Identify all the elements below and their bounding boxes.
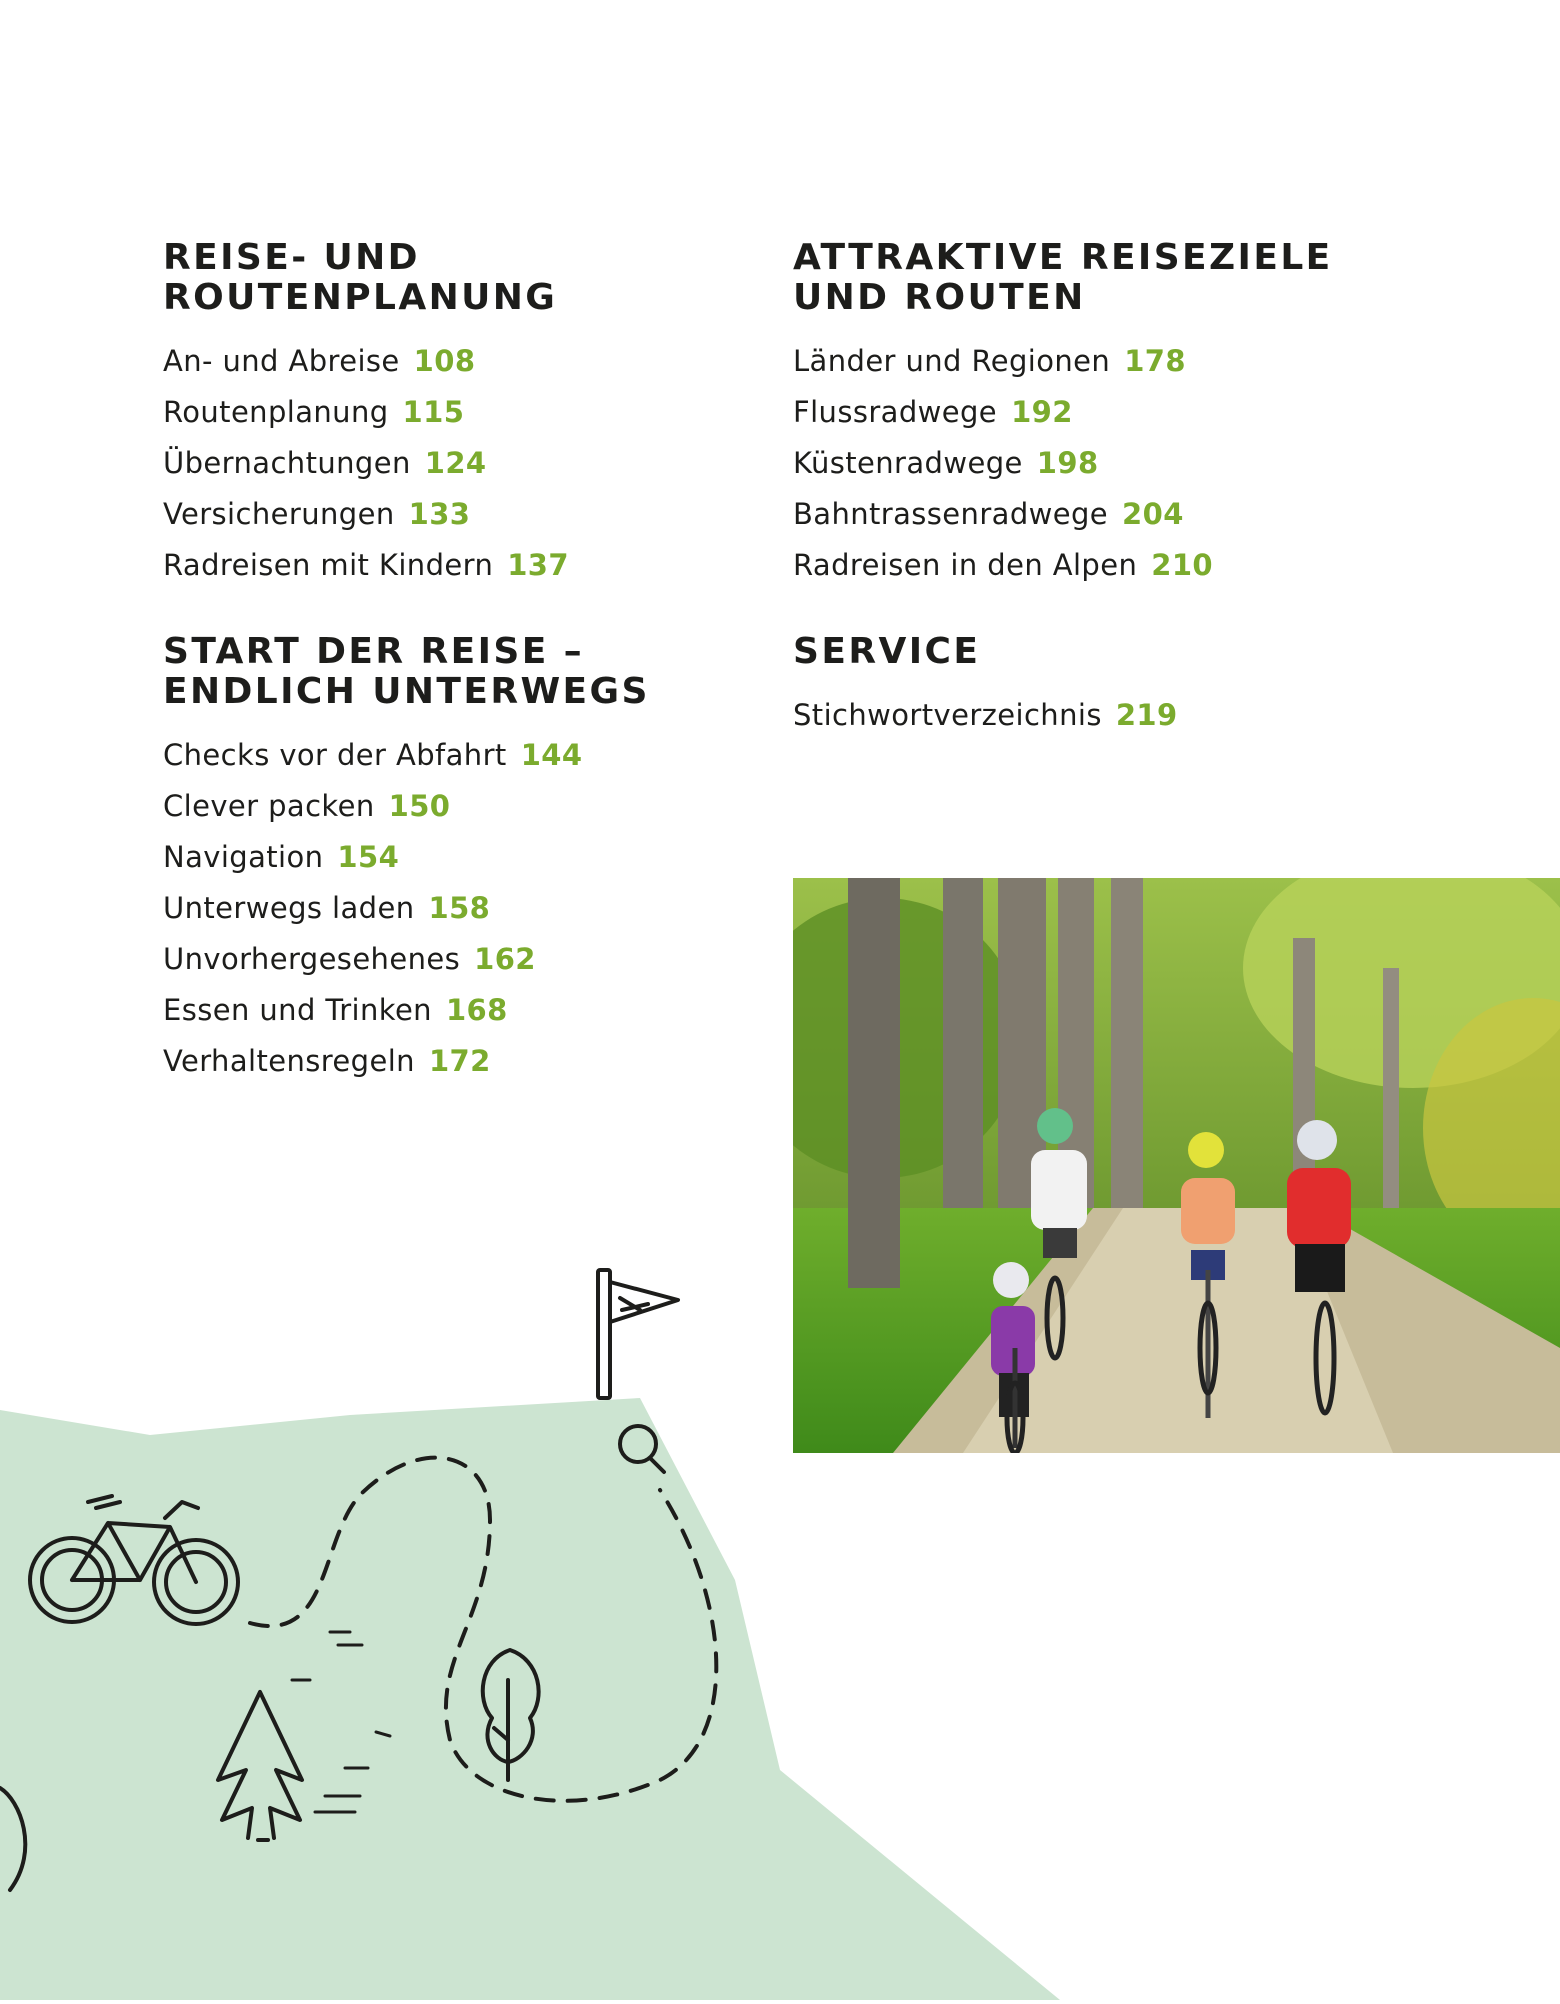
toc-entry[interactable]: [163, 1036, 650, 1087]
page-number: 137: [507, 548, 569, 582]
entry-label: Essen und Trinken: [163, 993, 432, 1027]
page-number: 178: [1124, 344, 1186, 378]
heading-line: UND ROUTEN: [793, 277, 1086, 318]
page-number: 154: [337, 840, 400, 874]
section-heading: [163, 238, 569, 318]
toc-entry[interactable]: [163, 934, 650, 985]
heading-line: SERVICE: [793, 631, 981, 672]
page-number: 108: [413, 344, 476, 378]
section-heading: [163, 632, 650, 712]
page-number: 150: [388, 789, 451, 823]
toc-section-attraktive-reiseziele: [793, 238, 1333, 591]
entry-label: Unvorhergesehenes: [163, 942, 461, 976]
page-number: 204: [1122, 497, 1184, 531]
heading-line: ENDLICH UNTERWEGS: [163, 671, 650, 712]
page-number: 158: [428, 891, 491, 925]
toc-entry[interactable]: [793, 690, 1178, 741]
page-number: 210: [1151, 548, 1214, 582]
page-number: 198: [1036, 446, 1099, 480]
entry-label: Unterwegs laden: [163, 891, 415, 925]
heading-line: ATTRAKTIVE REISEZIELE: [793, 237, 1333, 278]
page-number: 219: [1115, 698, 1178, 732]
toc-entry[interactable]: [793, 336, 1333, 387]
toc-entry[interactable]: [793, 489, 1333, 540]
page-number: 172: [428, 1044, 491, 1078]
toc-entry[interactable]: [163, 387, 569, 438]
entry-label: An- und Abreise: [163, 344, 400, 378]
page-number: 168: [445, 993, 508, 1027]
toc-entry[interactable]: [793, 540, 1333, 591]
hill-illustration-drawing: [0, 1240, 1100, 2000]
entry-label: Routenplanung: [163, 395, 389, 429]
entry-label: Bahntrassenradwege: [793, 497, 1109, 531]
entry-label: Clever packen: [163, 789, 375, 823]
entry-label: Radreisen mit Kindern: [163, 548, 494, 582]
heading-line: REISE- UND: [163, 237, 420, 278]
page-number: 115: [402, 395, 465, 429]
entry-label: Küstenradwege: [793, 446, 1023, 480]
entry-label: Versicherungen: [163, 497, 395, 531]
page-number: 192: [1011, 395, 1073, 429]
entry-label: Radreisen in den Alpen: [793, 548, 1138, 582]
toc-list: [163, 336, 569, 591]
toc-entry[interactable]: [163, 489, 569, 540]
toc-list: [793, 336, 1333, 591]
flag-icon: [598, 1270, 678, 1398]
hill-shape: [0, 1398, 1060, 2000]
toc-list: [163, 730, 650, 1087]
toc-entry[interactable]: [163, 336, 569, 387]
page-number: 162: [474, 942, 536, 976]
toc-section-reise-und-routenplanung: [163, 238, 569, 591]
toc-entry[interactable]: [163, 883, 650, 934]
hill-illustration: [0, 1240, 1100, 2000]
toc-entry[interactable]: [163, 781, 650, 832]
toc-entry[interactable]: [163, 985, 650, 1036]
entry-label: Übernachtungen: [163, 446, 411, 480]
entry-label: Flussradwege: [793, 395, 998, 429]
entry-label: Checks vor der Abfahrt: [163, 738, 507, 772]
heading-line: START DER REISE –: [163, 631, 585, 672]
section-heading: [793, 632, 1178, 672]
toc-entry[interactable]: [163, 730, 650, 781]
entry-label: Navigation: [163, 840, 324, 874]
toc-section-start-der-reise: [163, 632, 650, 1087]
entry-label: Verhaltensregeln: [163, 1044, 415, 1078]
toc-list: [793, 690, 1178, 741]
toc-entry[interactable]: [793, 438, 1333, 489]
entry-label: Stichwortverzeichnis: [793, 698, 1102, 732]
page-number: 133: [408, 497, 471, 531]
toc-entry[interactable]: [163, 438, 569, 489]
toc-entry[interactable]: [163, 540, 569, 591]
toc-entry[interactable]: [793, 387, 1333, 438]
page-number: 124: [424, 446, 487, 480]
section-heading: [793, 238, 1333, 318]
toc-section-service: [793, 632, 1178, 741]
heading-line: ROUTENPLANUNG: [163, 277, 558, 318]
entry-label: Länder und Regionen: [793, 344, 1111, 378]
page-number: 144: [520, 738, 583, 772]
toc-entry[interactable]: [163, 832, 650, 883]
